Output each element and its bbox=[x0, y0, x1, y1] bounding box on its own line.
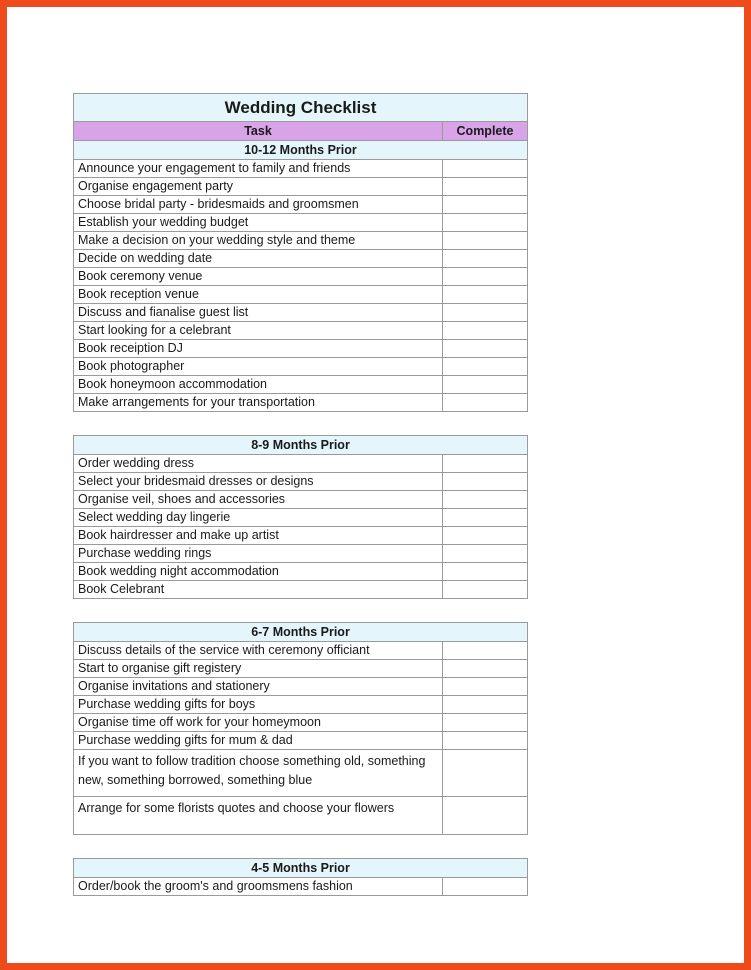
complete-checkbox-cell[interactable] bbox=[443, 232, 528, 250]
table-row bbox=[74, 545, 528, 563]
task-label: Start looking for a celebrant bbox=[74, 322, 443, 340]
task-label: Decide on wedding date bbox=[74, 250, 443, 268]
table-row bbox=[74, 878, 528, 896]
table-row bbox=[74, 678, 528, 696]
complete-checkbox-cell[interactable] bbox=[443, 286, 528, 304]
task-label: Purchase wedding gifts for boys bbox=[74, 696, 443, 714]
task-label: Make a decision on your wedding style and theme bbox=[74, 232, 443, 250]
section-heading: 6-7 Months Prior bbox=[74, 623, 528, 642]
task-label: Order wedding dress bbox=[74, 455, 443, 473]
table-row bbox=[74, 358, 528, 376]
section-heading-row bbox=[74, 436, 528, 455]
complete-checkbox-cell[interactable] bbox=[443, 750, 528, 797]
task-label: Book Celebrant bbox=[74, 581, 443, 599]
table-row bbox=[74, 732, 528, 750]
column-header-row bbox=[74, 122, 528, 141]
complete-checkbox-cell[interactable] bbox=[443, 581, 528, 599]
task-label: Book reception venue bbox=[74, 286, 443, 304]
task-label: Select wedding day lingerie bbox=[74, 509, 443, 527]
complete-checkbox-cell[interactable] bbox=[443, 214, 528, 232]
table-row bbox=[74, 581, 528, 599]
table-row bbox=[74, 250, 528, 268]
task-label: Organise invitations and stationery bbox=[74, 678, 443, 696]
task-label: Discuss details of the service with ceremony officiant bbox=[74, 642, 443, 660]
table-row bbox=[74, 196, 528, 214]
complete-checkbox-cell[interactable] bbox=[443, 250, 528, 268]
section-spacer bbox=[73, 412, 533, 435]
table-row bbox=[74, 660, 528, 678]
task-label: Book hairdresser and make up artist bbox=[74, 527, 443, 545]
task-label: Establish your wedding budget bbox=[74, 214, 443, 232]
task-label: Purchase wedding rings bbox=[74, 545, 443, 563]
complete-checkbox-cell[interactable] bbox=[443, 160, 528, 178]
task-label: Order/book the groom's and groomsmens fashion bbox=[74, 878, 443, 896]
task-label: Arrange for some florists quotes and choose your flowers bbox=[74, 797, 443, 835]
table-row bbox=[74, 491, 528, 509]
table-row bbox=[74, 750, 528, 797]
complete-checkbox-cell[interactable] bbox=[443, 527, 528, 545]
table-row bbox=[74, 376, 528, 394]
task-label: Organise time off work for your homeymoon bbox=[74, 714, 443, 732]
complete-checkbox-cell[interactable] bbox=[443, 545, 528, 563]
table-row bbox=[74, 160, 528, 178]
task-label: Select your bridesmaid dresses or designs bbox=[74, 473, 443, 491]
document-title-row bbox=[74, 94, 528, 122]
complete-checkbox-cell[interactable] bbox=[443, 473, 528, 491]
complete-checkbox-cell[interactable] bbox=[443, 196, 528, 214]
complete-checkbox-cell[interactable] bbox=[443, 878, 528, 896]
task-label: If you want to follow tradition choose something old, something new, something borrowed, something blue bbox=[74, 750, 443, 797]
complete-checkbox-cell[interactable] bbox=[443, 660, 528, 678]
task-label: Start to organise gift registery bbox=[74, 660, 443, 678]
task-label: Make arrangements for your transportation bbox=[74, 394, 443, 412]
section-heading-row bbox=[74, 623, 528, 642]
table-row bbox=[74, 286, 528, 304]
section-spacer bbox=[73, 599, 533, 622]
task-label: Book receiption DJ bbox=[74, 340, 443, 358]
section-spacer bbox=[73, 835, 533, 858]
complete-checkbox-cell[interactable] bbox=[443, 491, 528, 509]
task-label: Book wedding night accommodation bbox=[74, 563, 443, 581]
column-header-complete: Complete bbox=[443, 122, 528, 141]
task-label: Book photographer bbox=[74, 358, 443, 376]
task-label: Purchase wedding gifts for mum & dad bbox=[74, 732, 443, 750]
table-row bbox=[74, 527, 528, 545]
complete-checkbox-cell[interactable] bbox=[443, 304, 528, 322]
complete-checkbox-cell[interactable] bbox=[443, 714, 528, 732]
table-row bbox=[74, 340, 528, 358]
complete-checkbox-cell[interactable] bbox=[443, 394, 528, 412]
table-row bbox=[74, 304, 528, 322]
complete-checkbox-cell[interactable] bbox=[443, 678, 528, 696]
checklist-section-8-9-months bbox=[73, 435, 528, 599]
complete-checkbox-cell[interactable] bbox=[443, 178, 528, 196]
table-row bbox=[74, 455, 528, 473]
table-row bbox=[74, 797, 528, 835]
task-label: Announce your engagement to family and friends bbox=[74, 160, 443, 178]
complete-checkbox-cell[interactable] bbox=[443, 376, 528, 394]
section-heading: 8-9 Months Prior bbox=[74, 436, 528, 455]
section-heading-row bbox=[74, 141, 528, 160]
table-row bbox=[74, 509, 528, 527]
table-row bbox=[74, 696, 528, 714]
table-row bbox=[74, 232, 528, 250]
complete-checkbox-cell[interactable] bbox=[443, 455, 528, 473]
checklist-section-6-7-months bbox=[73, 622, 528, 835]
complete-checkbox-cell[interactable] bbox=[443, 696, 528, 714]
complete-checkbox-cell[interactable] bbox=[443, 358, 528, 376]
table-row bbox=[74, 714, 528, 732]
table-row bbox=[74, 268, 528, 286]
table-row bbox=[74, 563, 528, 581]
checklist-section-10-12-months bbox=[73, 93, 528, 412]
task-label: Organise engagement party bbox=[74, 178, 443, 196]
section-heading: 10-12 Months Prior bbox=[74, 141, 528, 160]
task-label: Book ceremony venue bbox=[74, 268, 443, 286]
section-heading-row bbox=[74, 859, 528, 878]
task-label: Choose bridal party - bridesmaids and groomsmen bbox=[74, 196, 443, 214]
page-title: Wedding Checklist bbox=[74, 94, 528, 122]
table-row bbox=[74, 214, 528, 232]
complete-checkbox-cell[interactable] bbox=[443, 797, 528, 835]
table-row bbox=[74, 322, 528, 340]
table-row bbox=[74, 473, 528, 491]
table-row bbox=[74, 178, 528, 196]
column-header-task: Task bbox=[74, 122, 443, 141]
complete-checkbox-cell[interactable] bbox=[443, 642, 528, 660]
task-label: Discuss and fianalise guest list bbox=[74, 304, 443, 322]
complete-checkbox-cell[interactable] bbox=[443, 732, 528, 750]
table-row bbox=[74, 394, 528, 412]
complete-checkbox-cell[interactable] bbox=[443, 322, 528, 340]
complete-checkbox-cell[interactable] bbox=[443, 268, 528, 286]
table-row bbox=[74, 642, 528, 660]
section-heading: 4-5 Months Prior bbox=[74, 859, 528, 878]
task-label: Organise veil, shoes and accessories bbox=[74, 491, 443, 509]
checklist-section-4-5-months bbox=[73, 858, 528, 896]
complete-checkbox-cell[interactable] bbox=[443, 340, 528, 358]
wedding-checklist-sheet bbox=[73, 93, 533, 896]
task-label: Book honeymoon accommodation bbox=[74, 376, 443, 394]
complete-checkbox-cell[interactable] bbox=[443, 509, 528, 527]
complete-checkbox-cell[interactable] bbox=[443, 563, 528, 581]
